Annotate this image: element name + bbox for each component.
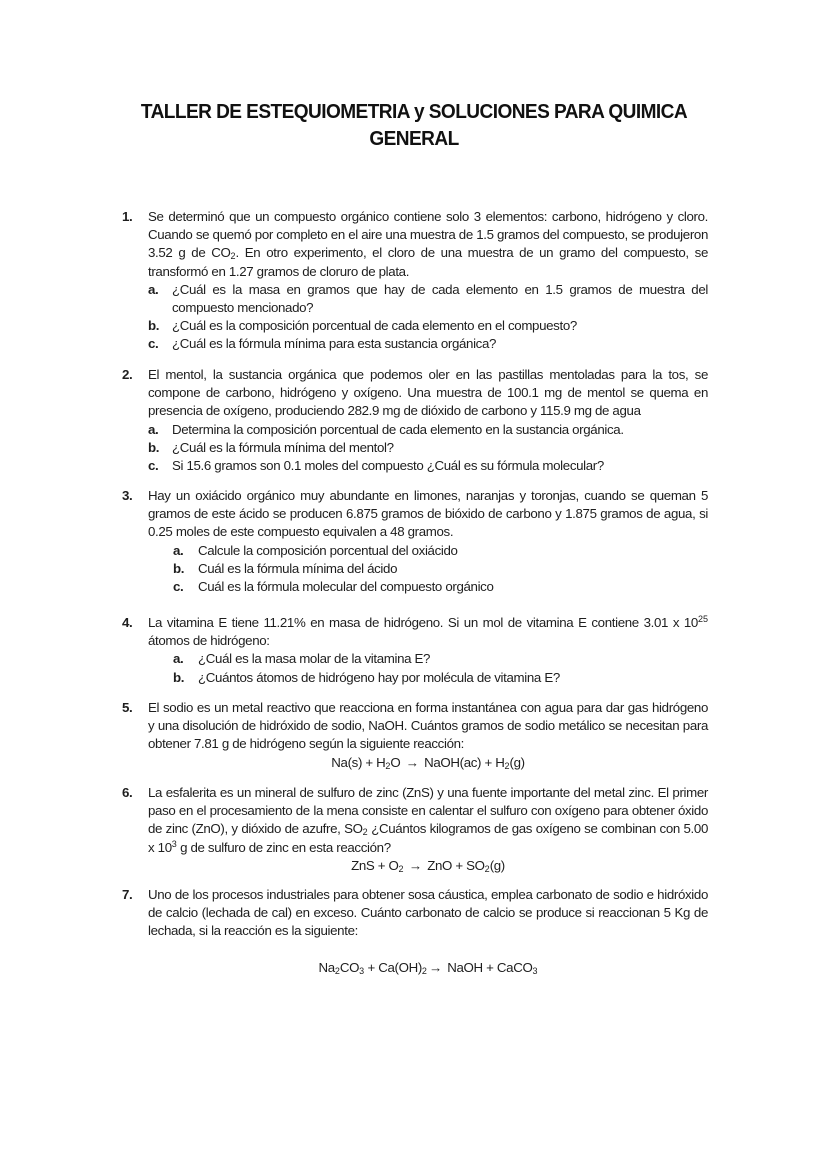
sub-question-list xyxy=(122,542,708,597)
product: ZnO + SO xyxy=(427,857,485,873)
sub-question-text: ¿Cuál es la masa en gramos que hay de cada elemento en 1.5 gramos de muestra del compuesto mencionado? xyxy=(172,281,708,316)
question-number: 1. xyxy=(122,209,133,224)
title-line-1: TALLER DE ESTEQUIOMETRIA y SOLUCIONES PARA QUIMICA xyxy=(140,100,688,123)
question-3 xyxy=(122,487,708,596)
page-title xyxy=(122,98,706,152)
sub-question-text: Cuál es la fórmula mínima del ácido xyxy=(198,560,398,576)
question-text-part: átomos de hidrógeno: xyxy=(148,633,270,649)
sub-question-label: a. xyxy=(173,542,184,558)
question-text: El sodio es un metal reactivo que reacciona en forma instantánea con agua para dar gas hidrógeno y una disolución de hidróxido de sodio, NaOH. Cuántos gramos de sodio metálico se necesitan para obtener 7.81 g de hidrógeno según la siguiente reacción: xyxy=(148,700,708,752)
reactant: Na xyxy=(318,959,335,975)
subscript: 2 xyxy=(385,760,391,771)
title-line-2: GENERAL xyxy=(369,127,459,150)
subscript: 2 xyxy=(362,827,368,838)
subscript: 2 xyxy=(421,965,427,976)
subscript: 2 xyxy=(504,760,510,771)
subscript: 2 xyxy=(334,965,340,976)
sub-question-a xyxy=(173,650,708,668)
question-text-part: ¿Cuántos kilogramos de gas oxígeno se combinan con 5.00 x 10 xyxy=(148,821,708,855)
reactant: ZnS + O xyxy=(351,857,399,873)
sub-question-text: Determina la composición porcentual de cada elemento en la sustancia orgánica. xyxy=(172,421,624,437)
question-number: 6. xyxy=(122,785,133,800)
sub-question-text: Cuál es la fórmula molecular del compuesto orgánico xyxy=(198,579,494,595)
sub-question-label: b. xyxy=(173,560,185,576)
sub-question-list xyxy=(122,281,708,354)
sub-question-b xyxy=(173,560,708,578)
reactant: O xyxy=(390,754,401,770)
sub-question-label: a. xyxy=(148,421,159,437)
question-number: 7. xyxy=(122,887,133,902)
question-2 xyxy=(122,366,708,475)
question-5 xyxy=(122,699,708,772)
sub-question-a xyxy=(148,421,708,439)
question-text: Uno de los procesos industriales para obtener sosa cáustica, emplea carbonato de sodio e hidróxido de calcio (lechada de cal) en exceso. Cuánto carbonato de calcio se produce si reaccionan 5 Kg de lechada, si la reacción es la siguiente: xyxy=(148,887,708,939)
sub-question-b xyxy=(148,317,708,335)
sub-question-text: ¿Cuál es la fórmula mínima del mentol? xyxy=(172,439,394,455)
question-text-part: La vitamina E tiene 11.21% en masa de hidrógeno. Si un mol de vitamina E contiene 3.01 x 10 xyxy=(148,615,698,630)
sub-question-label: c. xyxy=(148,458,159,474)
subscript: 2 xyxy=(398,863,404,874)
question-number: 3. xyxy=(122,488,133,503)
question-text-part: La esfalerita es un mineral de sulfuro de zinc (ZnS) y una fuente importante del metal zinc. El primer paso en el procesamiento de la mena consiste en calentar el sulfuro con oxígeno para obtener óxido de zinc (ZnO), y dióxido de azufre, SO xyxy=(148,785,708,837)
question-text: El mentol, la sustancia orgánica que podemos oler en las pastillas mentoladas para la tos, se compone de carbono, hidrógeno y oxígeno. Una muestra de 100.1 mg de mentol se quema en presencia de oxígeno, produciendo 282.9 mg de dióxido de carbono y 115.9 mg de agua xyxy=(148,367,708,419)
sub-question-text: Si 15.6 gramos son 0.1 moles del compuesto ¿Cuál es su fórmula molecular? xyxy=(172,458,604,474)
superscript: 25 xyxy=(697,614,708,624)
reaction-arrow-icon: → xyxy=(405,754,419,770)
superscript: 3 xyxy=(171,838,177,849)
reactant: + Ca(OH) xyxy=(364,959,422,975)
sub-question-label: b. xyxy=(148,439,160,455)
sub-question-c xyxy=(148,335,708,353)
sub-question-text: ¿Cuál es la composición porcentual de cada elemento en el compuesto? xyxy=(172,318,577,334)
subscript: 3 xyxy=(359,965,365,976)
sub-question-a xyxy=(173,542,708,560)
sub-question-list xyxy=(122,650,708,686)
sub-question-text: ¿Cuántos átomos de hidrógeno hay por molécula de vitamina E? xyxy=(198,669,560,685)
product: (g) xyxy=(489,857,505,873)
reactant: CO xyxy=(339,959,360,975)
reaction-arrow-icon: → xyxy=(428,959,442,975)
question-text-part: g de sulfuro de zinc en esta reacción? xyxy=(176,839,391,855)
sub-question-label: b. xyxy=(173,669,185,685)
question-text xyxy=(148,614,708,650)
product: (g) xyxy=(509,754,525,770)
question-6 xyxy=(122,784,708,875)
sub-question-label: c. xyxy=(148,336,159,352)
question-text xyxy=(148,208,708,281)
sub-question-text: ¿Cuál es la masa molar de la vitamina E? xyxy=(198,651,431,667)
chemical-equation xyxy=(148,857,708,875)
question-text: Hay un oxiácido orgánico muy abundante en limones, naranjas y toronjas, cuando se queman 5 gramos de este ácido se producen 6.875 gramos de bióxido de carbono y 1.875 gramos de agua, si 0.25 moles de este compuesto equivalen a 48 gramos. xyxy=(148,488,708,540)
question-number: 2. xyxy=(122,367,133,382)
reactant: Na(s) + H xyxy=(331,754,386,770)
subscript: 2 xyxy=(230,251,236,262)
sub-question-c xyxy=(148,457,708,475)
subscript: 2 xyxy=(484,863,490,874)
question-4 xyxy=(122,614,708,687)
sub-question-label: a. xyxy=(173,651,184,667)
sub-question-b xyxy=(173,669,708,687)
sub-question-label: a. xyxy=(148,281,159,297)
question-text xyxy=(148,784,708,857)
sub-question-text: ¿Cuál es la fórmula mínima para esta sustancia orgánica? xyxy=(172,336,497,352)
chemical-equation xyxy=(148,959,708,977)
sub-question-a xyxy=(148,281,708,317)
question-1 xyxy=(122,208,708,354)
sub-question-list xyxy=(122,421,708,476)
question-text-part: Se determinó que un compuesto orgánico contiene solo 3 elementos: carbono, hidrógeno y cloro. Cuando se quemó por completo en el aire una muestra de 1.5 gramos del compuesto, se produjeron 3.52 g de CO xyxy=(148,209,708,261)
question-number: 4. xyxy=(122,615,133,630)
sub-question-b xyxy=(148,439,708,457)
sub-question-label: c. xyxy=(173,579,184,595)
sub-question-label: b. xyxy=(148,318,160,334)
product: NaOH(ac) + H xyxy=(424,754,505,770)
reaction-arrow-icon: → xyxy=(408,857,422,873)
question-number: 5. xyxy=(122,700,133,715)
sub-question-text: Calcule la composición porcentual del oxiácido xyxy=(198,542,458,558)
question-text-part: . En otro experimento, el cloro de una muestra de un gramo del compuesto, se transformó en 1.27 gramos de cloruro de plata. xyxy=(148,245,708,279)
subscript: 3 xyxy=(532,965,538,976)
product: NaOH + CaCO xyxy=(447,959,533,975)
chemical-equation xyxy=(148,754,708,772)
sub-question-c xyxy=(173,578,708,596)
question-7 xyxy=(122,886,708,977)
